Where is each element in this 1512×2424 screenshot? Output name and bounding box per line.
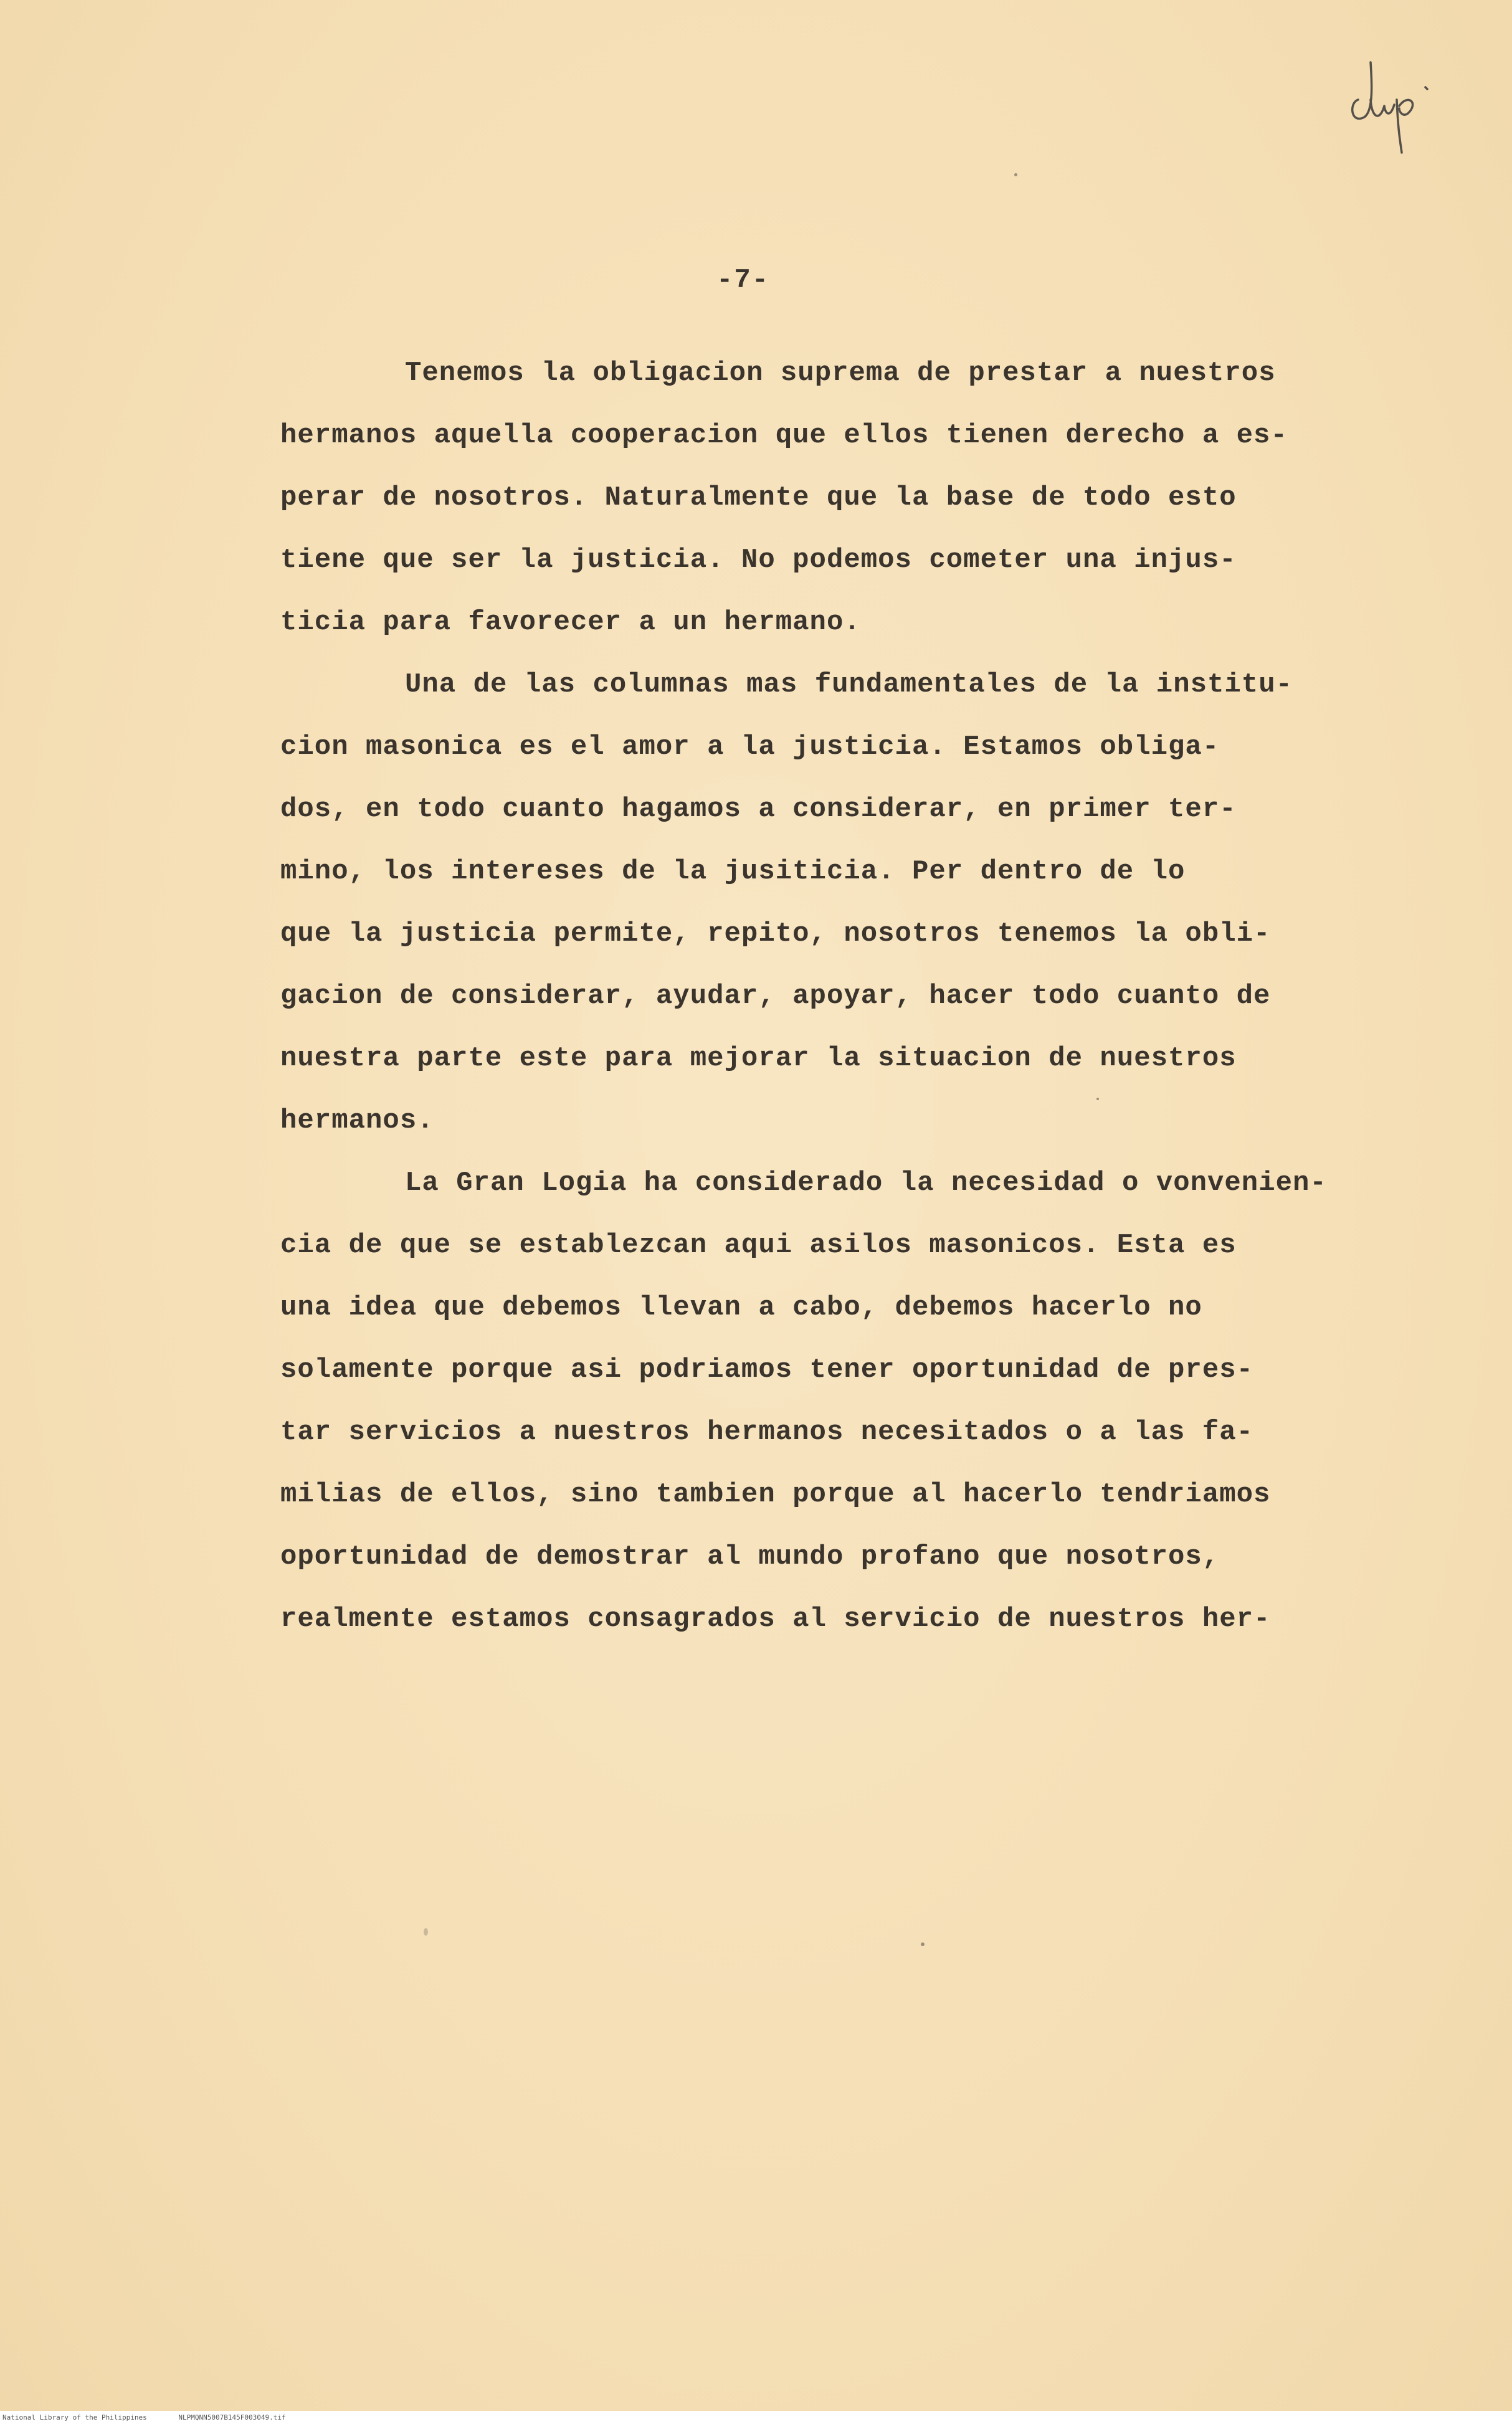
text-line: perar de nosotros. Naturalmente que la base de todo esto: [280, 482, 1237, 513]
paper-speck: [921, 1942, 925, 1946]
paper-speck: [1014, 173, 1017, 176]
text-line: gacion de considerar, ayudar, apoyar, hacer todo cuanto de: [280, 981, 1271, 1012]
text-line: hermanos.: [280, 1105, 434, 1136]
paper-speck: [1096, 1098, 1099, 1100]
text-line: cion masonica es el amor a la justicia. Estamos obliga-: [280, 731, 1220, 763]
text-line: ticia para favorecer a un hermano.: [280, 607, 861, 638]
text-line: que la justicia permite, repito, nosotros tenemos la obli-: [280, 918, 1271, 949]
text-line: tar servicios a nuestros hermanos necesitados o a las fa-: [280, 1417, 1254, 1448]
text-line: una idea que debemos llevan a cabo, debemos hacerlo no: [280, 1292, 1202, 1323]
text-line: La Gran Logia ha considerado la necesidad o vonvenien-: [405, 1167, 1327, 1199]
text-line: mino, los intereses de la jusiticia. Per dentro de lo: [280, 856, 1186, 887]
text-line: milias de ellos, sino tambien porque al hacerlo tendriamos: [280, 1479, 1271, 1510]
text-line: nuestra parte este para mejorar la situacion de nuestros: [280, 1043, 1237, 1074]
text-line: hermanos aquella cooperacion que ellos tienen derecho a es-: [280, 420, 1288, 451]
text-line: solamente porque asi podriamos tener oportunidad de pres-: [280, 1354, 1254, 1385]
footer-file: NLPMQNN5007B145F003049.tif: [178, 2413, 286, 2422]
paper-speck: [424, 1928, 428, 1936]
text-line: Tenemos la obligacion suprema de prestar a nuestros: [405, 358, 1276, 389]
text-line: Una de las columnas mas fundamentales de la institu-: [405, 669, 1293, 700]
archive-footer: [0, 2411, 1512, 2424]
text-line: oportunidad de demostrar al mundo profano que nosotros,: [280, 1541, 1220, 1572]
page-number: -7-: [716, 265, 770, 296]
footer-library: National Library of the Philippines: [2, 2413, 147, 2422]
text-line: cia de que se establezcan aqui asilos masonicos. Esta es: [280, 1230, 1237, 1261]
text-line: tiene que ser la justicia. No podemos cometer una injus-: [280, 544, 1237, 576]
text-line: dos, en todo cuanto hagamos a considerar, en primer ter-: [280, 794, 1237, 825]
handwritten-annotation: [1346, 44, 1445, 156]
text-line: realmente estamos consagrados al servicio de nuestros her-: [280, 1604, 1271, 1635]
